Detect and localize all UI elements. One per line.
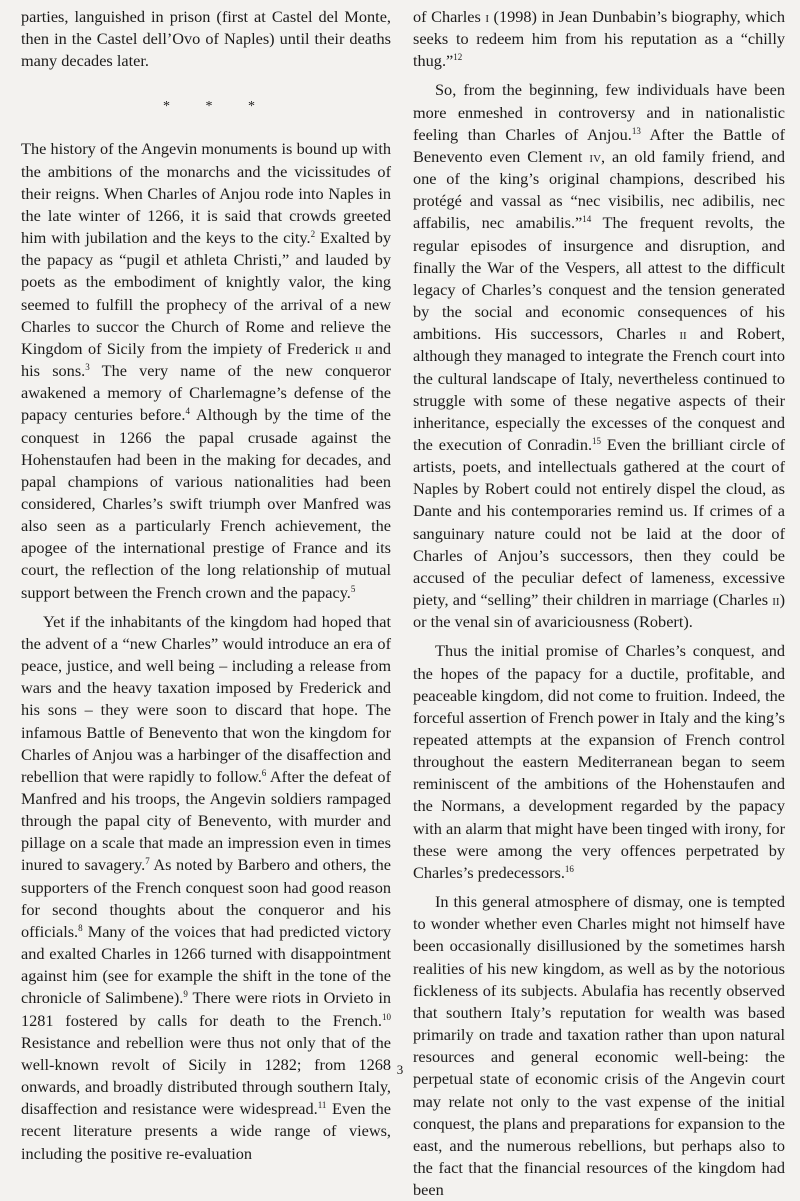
paragraph-continuation: parties, languished in prison (first at Castel del Monte, then in the Castel dell’Ovo of Naples) until their deaths many decades later. xyxy=(21,7,391,71)
footnote-ref[interactable]: 13 xyxy=(631,125,641,136)
left-column xyxy=(21,6,391,1165)
footnote-ref[interactable]: 11 xyxy=(317,1100,327,1111)
footnote-ref[interactable]: 6 xyxy=(261,767,267,778)
footnote-ref[interactable]: 16 xyxy=(564,863,574,874)
footnote-ref[interactable]: 9 xyxy=(183,989,188,1000)
footnote-ref[interactable]: 7 xyxy=(145,856,150,867)
paragraph-controversy: So, from the beginning, few individuals have been more enmeshed in controversy and in nationalistic feeling than Charles of Anjou.$^{13}$ After the Battle of Benevento even Clement iv, an old family friend, and one of the king’s original champions, described his protégé and vassal as “nec visibilis, nec adibilis, nec affabilis, nec amabilis.”$^{14}$ The frequent revolts, the regular episodes of insurgence and disruption, and finally the War of the Vespers, all attest to the difficult legacy of Charles’s conquest and the tension generated by the social and economic consequences of his ambitions. His successors, Charles ii and Robert, although they managed to integrate the French court into the cultural landscape of Italy, nevertheless continued to struggle with some of these negative aspects of their inheritance, especially the excesses of the conquest and the execution of Conradin.$^{15}$ Even the brilliant circle of artists, poets, and intellectuals gathered at the court of Naples by Robert could not entirely dispel the cloud, as Dante and his contemporaries remind us. If crimes of a sanguinary nature could not be laid at the door of Charles of Anjou’s successors, then they could be accused of the peculiar defect of lameness, excessive piety, and “selling” their children in marriage (Charles ii) or the venal sin of avariciousness (Robert). xyxy=(413,80,786,632)
footnote-ref[interactable]: 10 xyxy=(382,1011,391,1022)
footnote-ref[interactable]: 14 xyxy=(582,214,592,225)
paragraph-continuation: of Charles i (1998) in Jean Dunbabin’s biography, which seeks to redeem him from his reputation as a “chilly thug.”$^{12}$ xyxy=(413,7,786,71)
footnote-ref[interactable]: 5 xyxy=(350,583,356,594)
footnote-ref[interactable]: 3 xyxy=(85,362,90,373)
right-column xyxy=(413,6,785,1201)
paragraph-dismay: In this general atmosphere of dismay, one is tempted to wonder whether even Charles might not himself have been occasionally disillusioned by the sometimes harsh realities of his new kingdom, as well as by the notorious fickleness of its subjects. Abulafia has recently observed that southern Italy’s reputation for wealth was based primarily on trade and taxation rather than upon natural resources and general economic well-being: the perpetual state of economic crisis of the Angevin court may relate not only to the vast expense of the initial conquest, the plans and preparations for expansion to the east, and the numerous rebellions, but perhaps also to the fact that the financial resources of the kingdom had been xyxy=(413,892,785,1200)
footnote-ref[interactable]: 4 xyxy=(185,406,190,417)
footnote-ref[interactable]: 12 xyxy=(453,52,463,63)
paragraph-inhabitants: Yet if the inhabitants of the kingdom had hoped that the advent of a “new Charles” would introduce an era of peace, justice, and well being – including a release from wars and the heavy taxation imposed by Frederick and his sons – they were soon to discard that hope. The infamous Battle of Benevento that won the kingdom for Charles of Anjou was a harbinger of the disaffection and rebellion that were rapidly to follow.$^6$ After the defeat of Manfred and his troops, the Angevin soldiers rampaged through the papal city of Benevento, with murder and pillage on a scale that made an impression even in times inured to savagery.$^7$ As noted by Barbero and others, the supporters of the French conquest soon had good reason for second thoughts about the conqueror and his officials.$^8$ Many of the voices that had predicted victory and exalted Charles in 1266 turned with disappointment against him (see for example the shift in the tone of the chronicle of Salimbene).$^9$ There were riots in Orvieto in 1281 fostered by calls for death to the French.$^{10}$ Resistance and rebellion were thus not only that of the well-known revolt of Sicily in 1282; from 1268 onwards, and broadly distributed through southern Italy, disaffection and resistance were widespread.$^{11}$ Even the recent literature presents a wide range of views, including the positive re-evaluation xyxy=(21,611,391,1163)
page-number: 3 xyxy=(396,1062,404,1077)
paragraph-initial-promise: Thus the initial promise of Charles’s conquest, and the hopes of the papacy for a ductile, profitable, and peaceable kingdom, did not come to fruition. Indeed, the forceful assertion of French power in Italy and the king’s repeated attempts at the expansion of French control throughout the eastern Mediterranean began to seem reminiscent of the ambitions of the Hohenstaufen and the Normans, a development regarded by the papacy with an alarm that might have been tinged with irony, for these were among the very offences perpetrated by Charles’s predecessors.$^{16}$ xyxy=(413,641,785,882)
paragraph-angevin-history: The history of the Angevin monuments is bound up with the ambitions of the monarchs and the vicissitudes of their reigns. When Charles of Anjou rode into Naples in the late winter of 1266, it is said that crowds greeted him with jubilation and the keys to the city.$^2$ Exalted by the papacy as “pugil et athleta Christi,” and lauded by poets as the embodiment of knightly valor, the king seemed to fulfill the prophecy of the arrival of a new Charles to succor the Church of Rome and relieve the Kingdom of Sicily from the impiety of Frederick ii and his sons.$^3$ The very name of the new conqueror awakened a memory of Charlemagne’s defense of the papacy centuries before.$^4$ Although by the time of the conquest in 1266 the papal crusade against the Hohenstaufen had been in the making for decades, and papal champions of various nationalities had been considered, Charles’s swift triumph over Manfred was also seen as a particularly French achievement, the apogee of the international prestige of France and its court, the reflection of the long relationship of mutual support between the French crown and the papacy.$^5$ xyxy=(21,139,392,602)
footnote-ref[interactable]: 8 xyxy=(78,922,83,933)
footnote-ref[interactable]: 2 xyxy=(310,229,316,240)
footnote-ref[interactable]: 15 xyxy=(592,435,602,446)
section-break-asterisks: * * * xyxy=(163,99,271,115)
